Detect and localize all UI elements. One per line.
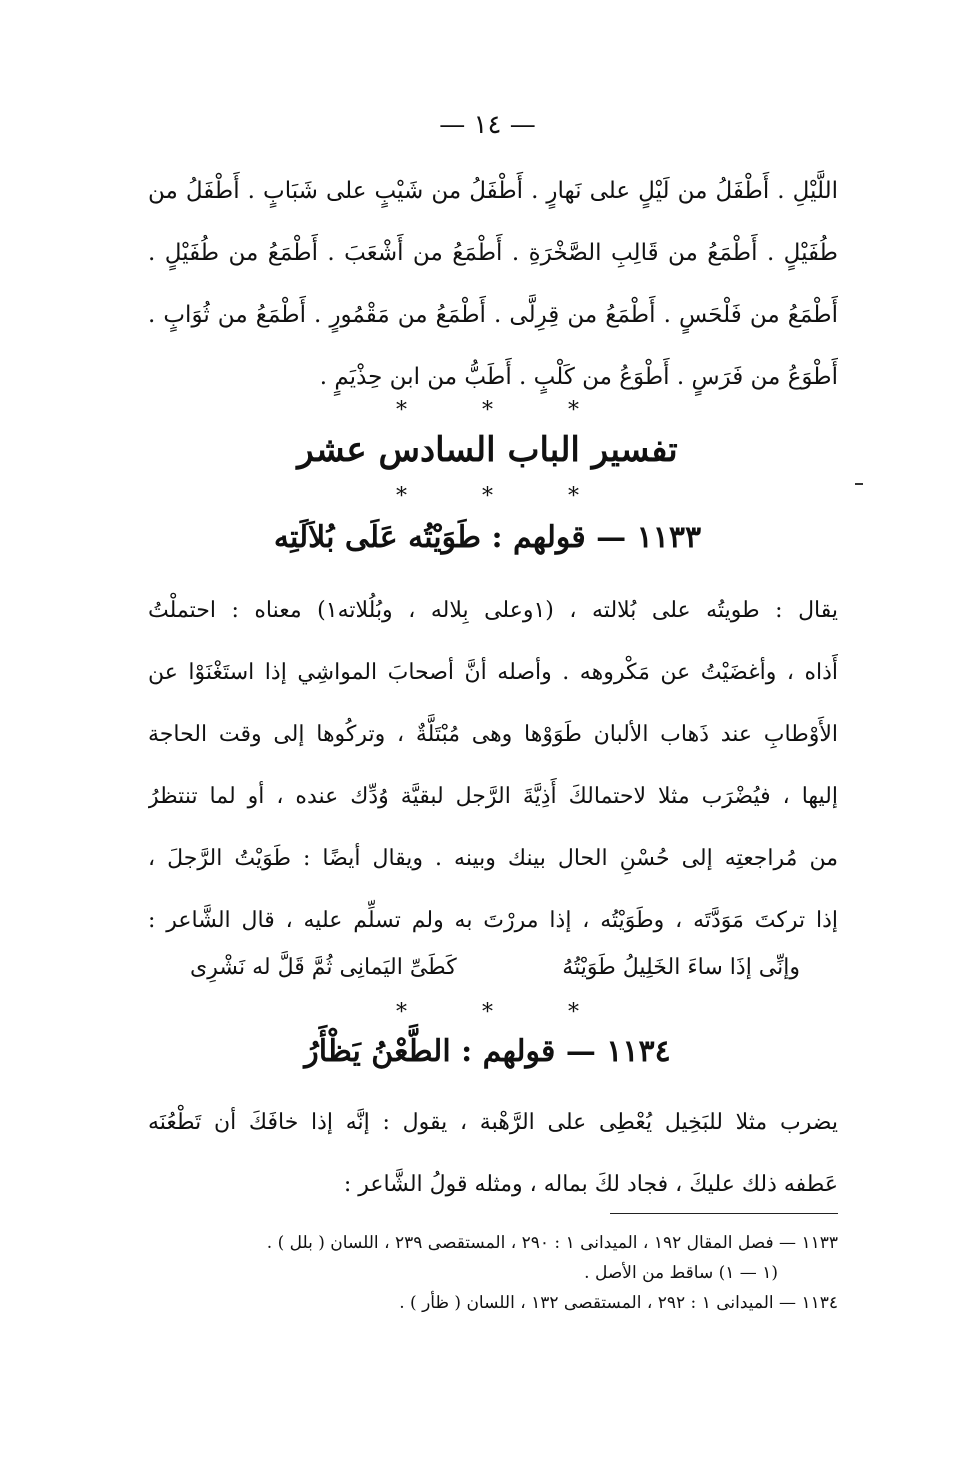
entry-heading-1134: ١١٣٤ — قولهم : الطَّعْنُ يَظْأَرُ — [304, 1034, 671, 1069]
footnote-rule — [610, 1213, 838, 1214]
verse-first-hemistich: وإنِّى إذَا ساءَ الخَلِيلُ طَوَيْتُهُ — [562, 955, 800, 980]
footnotes — [148, 1228, 838, 1318]
stray-mark — [855, 483, 863, 485]
page-number: — ١٤ — — [439, 110, 536, 140]
paragraph-line: إذا تركتَ مَوَدَّتَه ، وطَوَيْتُه ، إذا مررْتَ به ولم تسلِّم عليه ، قال الشَّاعر : — [148, 908, 838, 933]
paragraph-line: طُفَيْلٍ . أَطْمَعُ من قَالِبِ الصَّخْرَةِ . أَطْمَعُ من أَشْعَبَ . أَطْمَعُ من طُفَيْلٍ . — [148, 240, 838, 266]
paragraph-line: يضرب مثلا للبَخِيل يُعْطِى على الرَّهْبة ، يقول : إنَّه إذا خافَكَ أن تَطْعُنَه — [148, 1110, 838, 1135]
paragraph-line: أَطْوَعُ من فَرَسٍ . أَطْوَعُ من كَلْبٍ . أَطَبُّ من ابن حِذْيَمٍ . — [319, 364, 838, 390]
paragraph-line: الأَوْطابِ عند ذَهاب الألبان طَوَوْها وهى مُبْتَلَّةٌ ، وتركُوها إلى وقت الحاجة — [148, 722, 838, 747]
ornament-stars: * * * — [396, 1000, 613, 1025]
paragraph-line: أَذاه ، وأغضَيْتُ عن مَكْروهه . وأصله أنَّ أصحابَ المواشِي إذا استَغْنَوْا عن — [148, 660, 838, 685]
entry-1134-body — [148, 1092, 838, 1216]
ornament-stars: * * * — [396, 398, 613, 423]
paragraph-line: أَطْمَعُ من فَلْحَسٍ . أَطْمَعُ من قِرِلَّى . أَطْمَعُ من مَقْمُورٍ . أَطْمَعُ من ثُوَابٍ . — [148, 302, 838, 328]
top-paragraph — [148, 160, 838, 408]
paragraph-line: إليها ، فيُضْرَب مثلا لاحتمالكَ أَذِيَّةَ الرَّجل لبقيَّة وُدِّك عنده ، أو لما تنتظرُ — [148, 784, 838, 809]
paragraph-line: عَطفه ذلك عليكَ ، فجاد لكَ بماله ، ومثله قولُ الشَّاعر : — [343, 1172, 838, 1197]
entry-1133-body — [148, 580, 838, 952]
chapter-heading: تفسير الباب السادس عشر — [297, 430, 678, 470]
footnote: ١١٣٣ — فصل المقال ١٩٢ ، الميدانى ١ : ٢٩٠ ، المستقصى ٢٣٩ ، اللسان ( بلل ) . — [266, 1233, 838, 1253]
footnote: ١١٣٤ — الميدانى ١ : ٢٩٢ ، المستقصى ١٣٢ ، اللسان ( ظأر ) . — [399, 1293, 838, 1313]
verse — [190, 955, 800, 980]
paragraph-line: يقال : طويتُه على بُلالته ، (١وعلى بِلاله ، وبُلُلاته١) معناه : احتملْتُ — [148, 598, 838, 623]
verse-second-hemistich: كَطَىِّ اليَمانِى ثُمَّ قَلَّ له نَشْرِى — [190, 955, 457, 980]
entry-heading-1133: ١١٣٣ — قولهم : طَوَيْتُه عَلَى بُلاَلَتِه — [273, 520, 702, 555]
ornament-stars: * * * — [396, 484, 613, 509]
paragraph-line: اللَّيْلِ . أَطْفَلُ من لَيْلٍ على نَهارٍ . أَطْفَلُ من شَيْبٍ على شَبَابٍ . أَطْفَلُ من — [148, 178, 838, 204]
paragraph-line: من مُراجعتِه إلى حُسْنِ الحال بينك وبينه . ويقال أيضًا : طَوَيْتُ الرَّجلَ ، — [148, 846, 838, 871]
footnote: (١ — ١) ساقط من الأصل . — [584, 1263, 778, 1283]
